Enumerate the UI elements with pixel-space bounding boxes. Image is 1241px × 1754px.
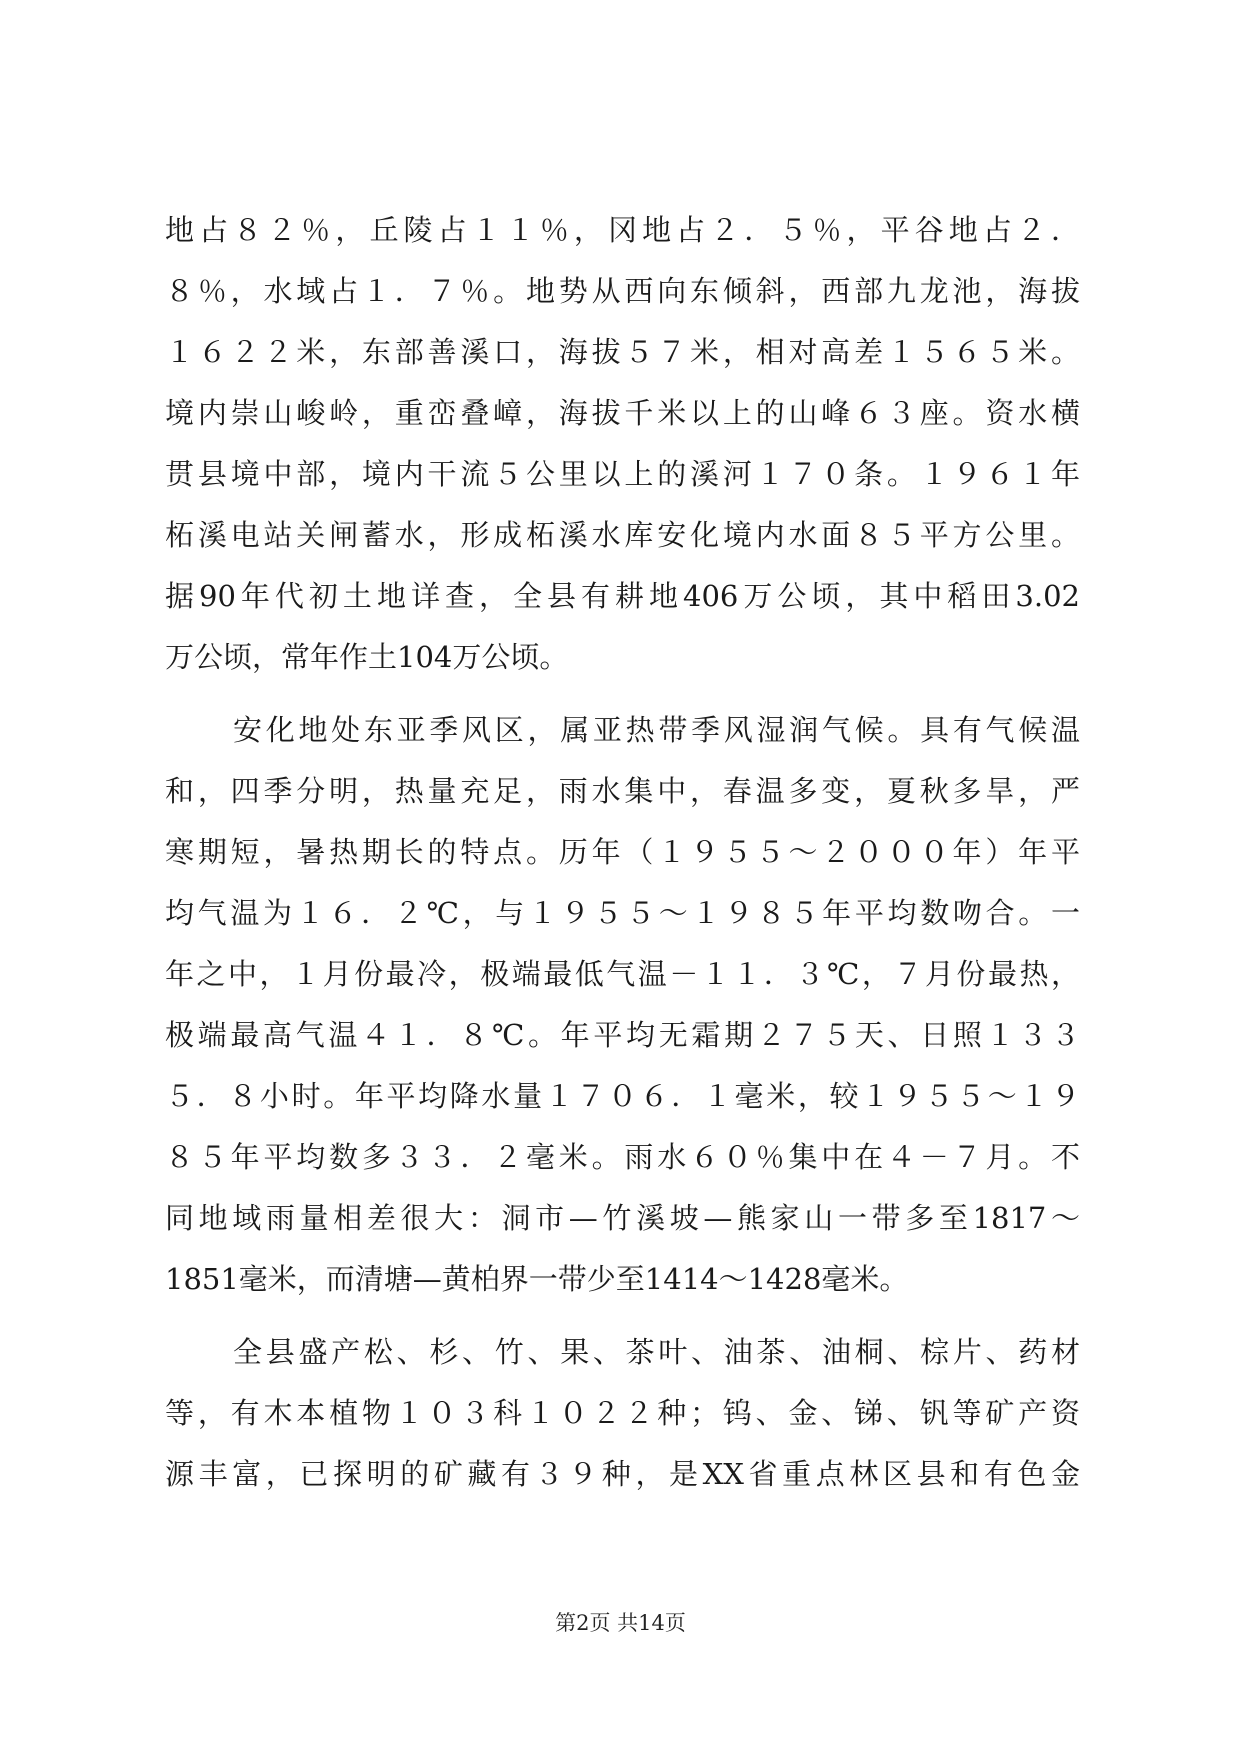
text-line: 1851毫米，而清塘—黄柏界一带少至1414～1428毫米。 bbox=[165, 1262, 909, 1296]
text-line: 均气温为１６．２℃，与１９５５～１９８５年平均数吻合。一 bbox=[165, 896, 1080, 930]
text-line: 和，四季分明，热量充足，雨水集中，春温多变，夏秋多旱，严 bbox=[165, 774, 1080, 808]
text-line: 全县盛产松、杉、竹、果、茶叶、油茶、油桐、棕片、药材 bbox=[233, 1335, 1080, 1369]
text-line: 贯县境中部，境内干流５公里以上的溪河１７０条。１９６１年 bbox=[165, 457, 1080, 491]
paragraph-spacer bbox=[165, 1310, 1080, 1322]
paragraph-spacer bbox=[165, 688, 1080, 700]
paragraph-climate bbox=[165, 700, 1080, 1310]
text-line: 寒期短，暑热期长的特点。历年（１９５５～２０００年）年平 bbox=[165, 835, 1080, 869]
text-line: 源丰富，已探明的矿藏有３９种，是XX省重点林区县和有色金 bbox=[165, 1457, 1080, 1491]
text-line: 地占８２％，丘陵占１１％，冈地占２．５％，平谷地占２． bbox=[165, 213, 1080, 247]
text-line: ８％，水域占１．７％。地势从西向东倾斜，西部九龙池，海拔 bbox=[165, 274, 1080, 308]
text-line: 同地域雨量相差很大：洞市—竹溪坡—熊家山一带多至1817～ bbox=[165, 1201, 1080, 1235]
text-line: ５．８小时。年平均降水量１７０６．１毫米，较１９５５～１９ bbox=[165, 1079, 1080, 1113]
text-line: 等，有木本植物１０３科１０２２种；钨、金、锑、钒等矿产资 bbox=[165, 1396, 1080, 1430]
text-line: 极端最高气温４１．８℃。年平均无霜期２７５天、日照１３３ bbox=[165, 1018, 1080, 1052]
body-text bbox=[165, 200, 1080, 1505]
text-line: 据90年代初土地详查，全县有耕地406万公顷，其中稻田3.02 bbox=[165, 579, 1080, 613]
text-line: 万公顷，常年作土104万公顷。 bbox=[165, 640, 569, 674]
page-number-footer: 第2页 共14页 bbox=[555, 1611, 686, 1635]
text-line: 柘溪电站关闸蓄水，形成柘溪水库安化境内水面８５平方公里。 bbox=[165, 518, 1080, 552]
paragraph-terrain bbox=[165, 200, 1080, 688]
text-line: ８５年平均数多３３．２毫米。雨水６０％集中在４－７月。不 bbox=[165, 1140, 1080, 1174]
text-line: １６２２米，东部善溪口，海拔５７米，相对高差１５６５米。 bbox=[165, 335, 1080, 369]
paragraph-resources bbox=[165, 1322, 1080, 1505]
text-line: 安化地处东亚季风区，属亚热带季风湿润气候。具有气候温 bbox=[233, 713, 1080, 747]
text-line: 境内崇山峻岭，重峦叠嶂，海拔千米以上的山峰６３座。资水横 bbox=[165, 396, 1080, 430]
text-line: 年之中，１月份最冷，极端最低气温－１１．３℃，７月份最热， bbox=[165, 957, 1080, 991]
